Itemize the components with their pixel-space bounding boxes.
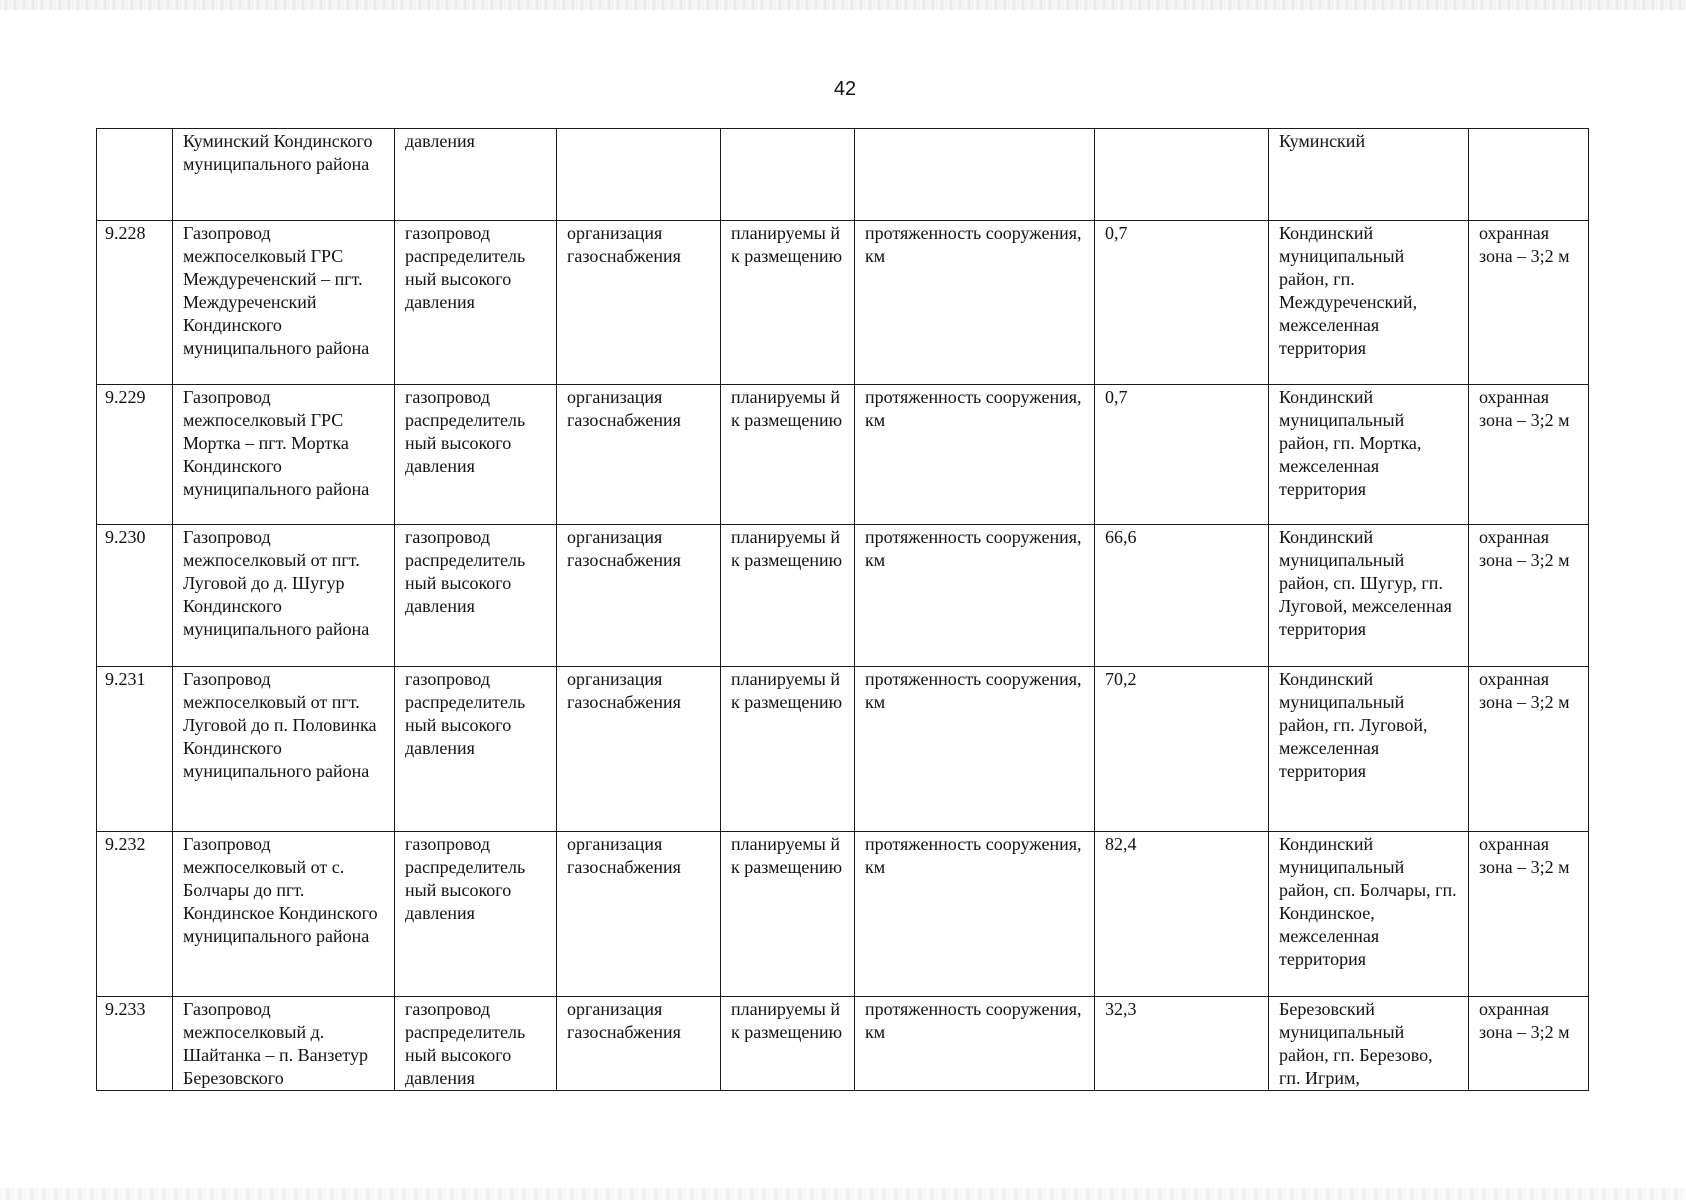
- page-number: 42: [833, 78, 857, 100]
- object-characteristic: протяженность сооружения, км: [855, 832, 1095, 997]
- object-characteristic: протяженность сооружения, км: [855, 385, 1095, 525]
- object-zone: охранная зона – 3;2 м: [1469, 997, 1589, 1091]
- object-type: газопровод распределитель ный высокого давления: [395, 832, 557, 997]
- object-status: планируемы й к размещению: [721, 221, 855, 385]
- object-zone: [1469, 129, 1589, 221]
- object-zone: охранная зона – 3;2 м: [1469, 832, 1589, 997]
- object-name: Газопровод межпоселковый ГРС Мортка – пгт. Мортка Кондинского муниципального района: [173, 385, 395, 525]
- object-characteristic: протяженность сооружения, км: [855, 997, 1095, 1091]
- object-purpose: организация газоснабжения: [557, 667, 721, 832]
- object-purpose: организация газоснабжения: [557, 525, 721, 667]
- object-status: планируемы й к размещению: [721, 525, 855, 667]
- object-purpose: организация газоснабжения: [557, 221, 721, 385]
- object-type: газопровод распределитель ный высокого давления: [395, 997, 557, 1091]
- object-name: Газопровод межпоселковый д. Шайтанка – п. Ванзетур Березовского: [173, 997, 395, 1091]
- gas-pipeline-registry-table: [96, 128, 1589, 1091]
- row-number: 9.228: [97, 221, 173, 385]
- object-status: планируемы й к размещению: [721, 385, 855, 525]
- object-type: газопровод распределитель ный высокого давления: [395, 667, 557, 832]
- object-characteristic: [855, 129, 1095, 221]
- row-number: 9.233: [97, 997, 173, 1091]
- scan-edge-top: [0, 0, 1686, 10]
- object-zone: охранная зона – 3;2 м: [1469, 221, 1589, 385]
- row-number: 9.232: [97, 832, 173, 997]
- object-location: Кондинский муниципальный район, сп. Болчары, гп. Кондинское, межселенная территория: [1269, 832, 1469, 997]
- object-value: 0,7: [1095, 385, 1269, 525]
- object-purpose: организация газоснабжения: [557, 832, 721, 997]
- object-location: Березовский муниципальный район, гп. Березово, гп. Игрим,: [1269, 997, 1469, 1091]
- object-value: [1095, 129, 1269, 221]
- table-row: [97, 129, 1589, 221]
- object-name: Газопровод межпоселковый от с. Болчары до пгт. Кондинское Кондинского муниципального района: [173, 832, 395, 997]
- object-name: Куминский Кондинского муниципального района: [173, 129, 395, 221]
- table-row: [97, 997, 1589, 1091]
- object-value: 70,2: [1095, 667, 1269, 832]
- object-type: давления: [395, 129, 557, 221]
- row-number: 9.231: [97, 667, 173, 832]
- table-row: [97, 832, 1589, 997]
- object-characteristic: протяженность сооружения, км: [855, 667, 1095, 832]
- object-name: Газопровод межпоселковый ГРС Междуреченский – пгт. Междуреченский Кондинского муниципального района: [173, 221, 395, 385]
- object-status: планируемы й к размещению: [721, 832, 855, 997]
- table-row: [97, 667, 1589, 832]
- scan-edge-bottom: [0, 1188, 1686, 1200]
- object-value: 0,7: [1095, 221, 1269, 385]
- object-purpose: организация газоснабжения: [557, 997, 721, 1091]
- object-status: [721, 129, 855, 221]
- object-location: Кондинский муниципальный район, гп. Луговой, межселенная территория: [1269, 667, 1469, 832]
- object-status: планируемы й к размещению: [721, 997, 855, 1091]
- object-zone: охранная зона – 3;2 м: [1469, 525, 1589, 667]
- object-location: Кондинский муниципальный район, сп. Шугур, гп. Луговой, межселенная территория: [1269, 525, 1469, 667]
- object-type: газопровод распределитель ный высокого давления: [395, 221, 557, 385]
- object-value: 82,4: [1095, 832, 1269, 997]
- row-number: 9.230: [97, 525, 173, 667]
- object-status: планируемы й к размещению: [721, 667, 855, 832]
- object-purpose: [557, 129, 721, 221]
- object-zone: охранная зона – 3;2 м: [1469, 667, 1589, 832]
- object-purpose: организация газоснабжения: [557, 385, 721, 525]
- row-number: 9.229: [97, 385, 173, 525]
- object-characteristic: протяженность сооружения, км: [855, 525, 1095, 667]
- object-type: газопровод распределитель ный высокого давления: [395, 525, 557, 667]
- object-name: Газопровод межпоселковый от пгт. Луговой до п. Половинка Кондинского муниципального района: [173, 667, 395, 832]
- object-value: 32,3: [1095, 997, 1269, 1091]
- object-location: Куминский: [1269, 129, 1469, 221]
- row-number: [97, 129, 173, 221]
- table-row: [97, 221, 1589, 385]
- object-type: газопровод распределитель ный высокого давления: [395, 385, 557, 525]
- object-value: 66,6: [1095, 525, 1269, 667]
- object-zone: охранная зона – 3;2 м: [1469, 385, 1589, 525]
- object-location: Кондинский муниципальный район, гп. Мортка, межселенная территория: [1269, 385, 1469, 525]
- table-row: [97, 525, 1589, 667]
- object-characteristic: протяженность сооружения, км: [855, 221, 1095, 385]
- table-row: [97, 385, 1589, 525]
- object-location: Кондинский муниципальный район, гп. Междуреченский, межселенная территория: [1269, 221, 1469, 385]
- object-name: Газопровод межпоселковый от пгт. Луговой до д. Шугур Кондинского муниципального района: [173, 525, 395, 667]
